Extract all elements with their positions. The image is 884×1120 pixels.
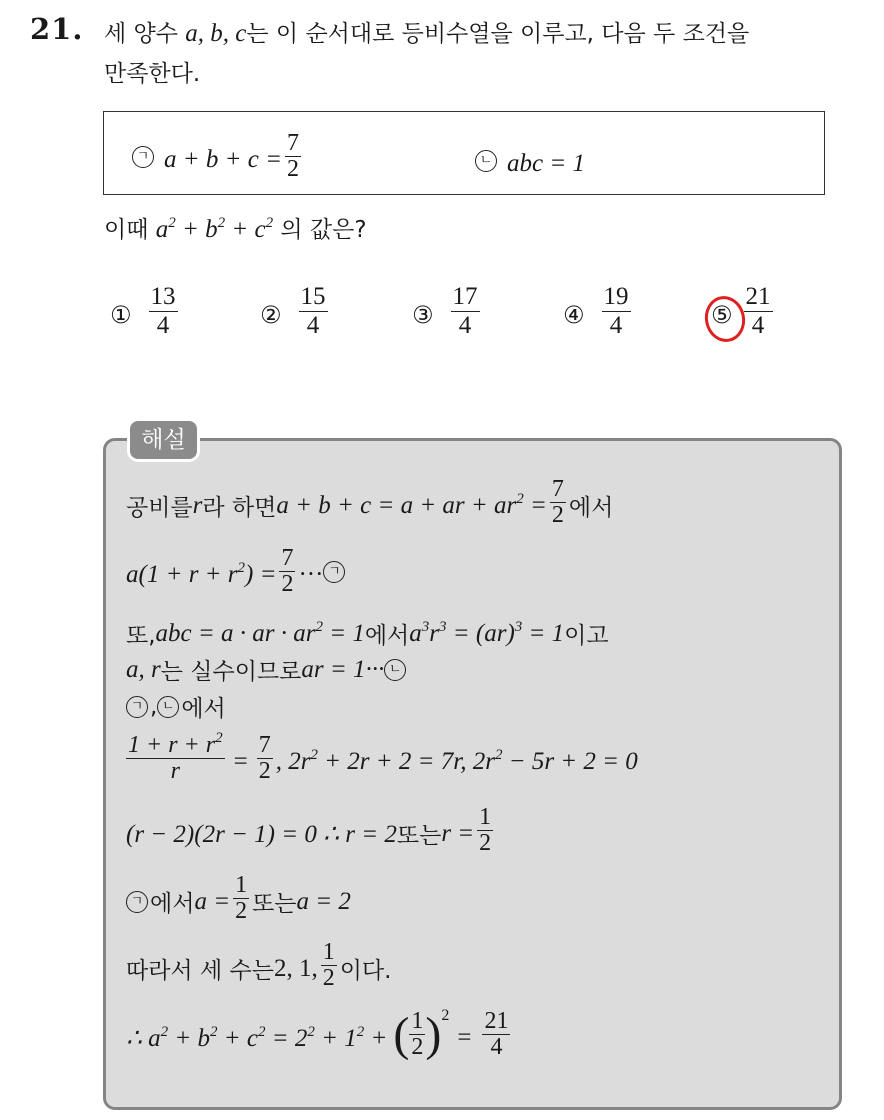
option-5[interactable]: ⑤ $\frac{21}{4}$ [711, 283, 771, 340]
solution-line-2: $a(1 + r + r^2)$ = $\frac{7}{2}$ ··· ㄱ [126, 549, 347, 600]
circled-giyeok-icon: ㄱ [132, 146, 154, 168]
condition-1-expr: a + b + c = [164, 145, 282, 173]
circled-nieun-icon: ㄴ [157, 696, 179, 718]
solution-line-10: ∴ $a^2 + b^2 + c^2 = 2^2 + 1^2$ + ( $\frac{1}{2}$ ) $^2$ = $\frac{21}{4}$ [126, 1006, 509, 1061]
circled-nieun-icon: ㄴ [475, 150, 497, 172]
solution-line-4: a, r 는 실수이므로 ar = 1··· ㄴ [126, 653, 408, 686]
solution-line-8: ㄱ 에서 a = $\frac{1}{2}$ 또는 a = 2 [126, 876, 351, 927]
stem-text-2: 는 이 순서대로 등비수열을 이루고, 다음 두 조건을 [246, 21, 750, 47]
stem-text-3: 만족한다. [104, 61, 201, 87]
option-3[interactable]: ③ $\frac{17}{4}$ [412, 283, 478, 340]
circled-nieun-icon: ㄴ [384, 659, 406, 681]
solution-line-7: (r − 2)(2r − 1) = 0 ∴ r = 2 또는 r = $\frac{1}{2}$ [126, 804, 492, 857]
option-1[interactable]: ① $\frac{13}{4}$ [110, 283, 176, 340]
circled-giyeok-icon: ㄱ [126, 891, 148, 913]
option-4[interactable]: ④ $\frac{19}{4}$ [563, 283, 629, 340]
fraction: $\frac{7}{2}$ [286, 130, 299, 183]
solution-line-1: 공비를 r 라 하면 a + b + c = a + ar + $ar^2$ = $\frac{7}{2}$ 에서 [126, 476, 614, 529]
question-number: 21. [30, 12, 84, 46]
condition-1 [132, 130, 304, 185]
stem-text-1: 세 양수 [104, 21, 186, 47]
question-expr: $a^2 + b^2 + c^2$ [155, 215, 274, 243]
condition-2 [475, 150, 585, 178]
option-2[interactable]: ② $\frac{15}{4}$ [260, 283, 326, 340]
solution-tag: 해설 [130, 421, 197, 459]
solution-line-6: $\frac{1 + r + r^2}{r}$ = $\frac{7}{2}$ , $2r^2 + 2r + 2 = 7r$, $2r^2 - 5r + 2 = 0$ [128, 730, 638, 785]
stem-variables: a, b, c [185, 20, 247, 47]
circled-giyeok-icon: ㄱ [323, 561, 345, 583]
condition-2-expr: abc = 1 [507, 150, 585, 177]
solution-line-9: 따라서 세 수는 2, 1, $\frac{1}{2}$ 이다. [126, 939, 392, 992]
question-stem [104, 14, 874, 94]
question-prompt: 이때 $a^2 + b^2 + c^2$ 의 값은? [104, 215, 367, 243]
circled-giyeok-icon: ㄱ [126, 696, 148, 718]
solution-line-5: ㄱ , ㄴ 에서 [126, 690, 226, 723]
solution-line-3: 또, abc = a · ar · $ar^2 = 1$ 에서 $a^3r^3 = (ar)^3 = 1$ 이고 [126, 618, 609, 649]
